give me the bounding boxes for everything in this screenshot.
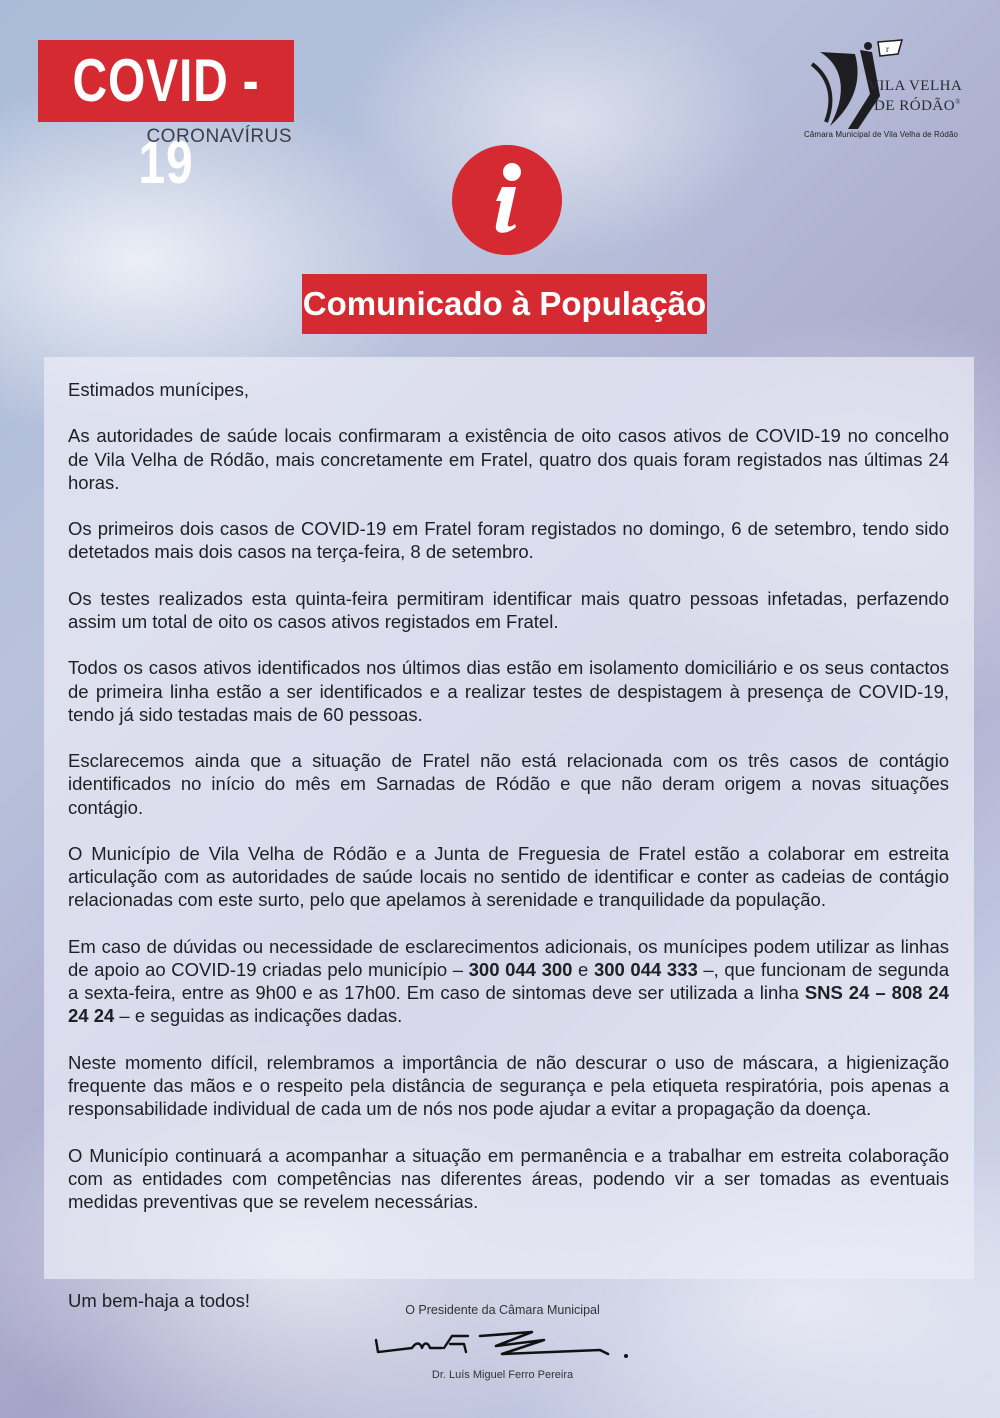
logo-text (868, 78, 968, 114)
signer-name: Dr. Luís Miguel Ferro Pereira (431, 1369, 574, 1381)
letter-paragraph: Os primeiros dois casos de COVID-19 em Fratel foram registados no domingo, 6 de setembro, tendo sido detetados mais dois casos na terça-feira, 8 de setembro. (68, 518, 949, 563)
covid-19-badge: COVID - 19 (38, 40, 294, 122)
logo-line-1: VILA VELHA (868, 78, 963, 94)
helpline-2: 300 044 333 (593, 958, 698, 980)
letter-paragraph: As autoridades de saúde locais confirmaram a existência de oito casos ativos de COVID-19 no concelho de Vila Velha de Ródão, mais concretamente em Fratel, quatro dos quais foram registados nas últimas 24 horas. (68, 425, 949, 493)
helpline-1: 300 044 300 (468, 958, 573, 980)
letter-paragraph: Esclarecemos ainda que a situação de Fratel não está relacionada com os três casos de contágio identificados no início do mês em Sarnadas de Ródão e que não deram origem a novas situações contágio. (68, 750, 949, 818)
president-title: O Presidente da Câmara Municipal (405, 1303, 600, 1317)
letter-greeting: Estimados munícipes, (68, 379, 249, 400)
svg-text:r: r (886, 44, 889, 54)
info-icon (452, 145, 562, 255)
letter-paragraph: Neste momento difícil, relembramos a importância de não descurar o uso de máscara, a higienização frequente das mãos e o respeito pela distância de segurança e pela etiqueta respiratória, pois apenas a responsabilidade individual de cada um de nós nos pode ajudar a evitar a propagação da doença. (68, 1051, 949, 1120)
letter-paragraph-helplines: Em caso de dúvidas ou necessidade de esclarecimentos adicionais, os munícipes podem utilizar as linhas de apoio ao COVID-19 criadas pelo município – 300 044 300 e 300 044 333 –, que funcionam de segunda a sexta-feira, entre as 9h00 e as 17h00. Em caso de sintomas deve ser utilizada a linha SNS 24 – 808 24 24 24 – e seguidas as indicações dadas. (68, 935, 949, 1027)
handwritten-signature (372, 1326, 637, 1366)
letter-paragraph: Os testes realizados esta quinta-feira permitiram identificar mais quatro pessoas infetadas, perfazendo assim um total de oito os casos ativos registados em Fratel. (68, 587, 949, 632)
logo-caption: Câmara Municipal de Vila Velha de Ródão (804, 130, 959, 139)
sns24-line: SNS 24 – 808 24 24 24 (68, 982, 949, 1027)
letter-paragraph: O Município de Vila Velha de Ródão e a Junta de Freguesia de Fratel estão a colaborar em estreita articulação com as autoridades de saúde locais no sentido de identificar e conter as cadeias de contágio relacionadas com este surto, pelo que apelamos à serenidade e tranquilidade da população. (68, 842, 949, 911)
page-title: Comunicado à População (302, 274, 707, 334)
letter-paragraph: O Município continuará a acompanhar a situação em permanência e a trabalhar em estreita colaboração com as entidades com competências nas diferentes áreas, podendo vir a ser tomadas as eventuais medidas preventivas que se revelem necessárias. (68, 1144, 949, 1212)
logo-line-2: DE RÓDÃO® (874, 98, 961, 114)
closing-line: Um bem-haja a todos! (68, 1290, 251, 1311)
coronavirus-subtitle: CORONAVÍRUS (146, 126, 292, 147)
letter-body (68, 378, 949, 1236)
letter-paragraph: Todos os casos ativos identificados nos últimos dias estão em isolamento domiciliário e os seus contactos de primeira linha estão a ser identificados e a realizar testes de despistagem à presença de COVID-19, tendo já sido testadas mais de 60 pessoas. (68, 657, 949, 725)
